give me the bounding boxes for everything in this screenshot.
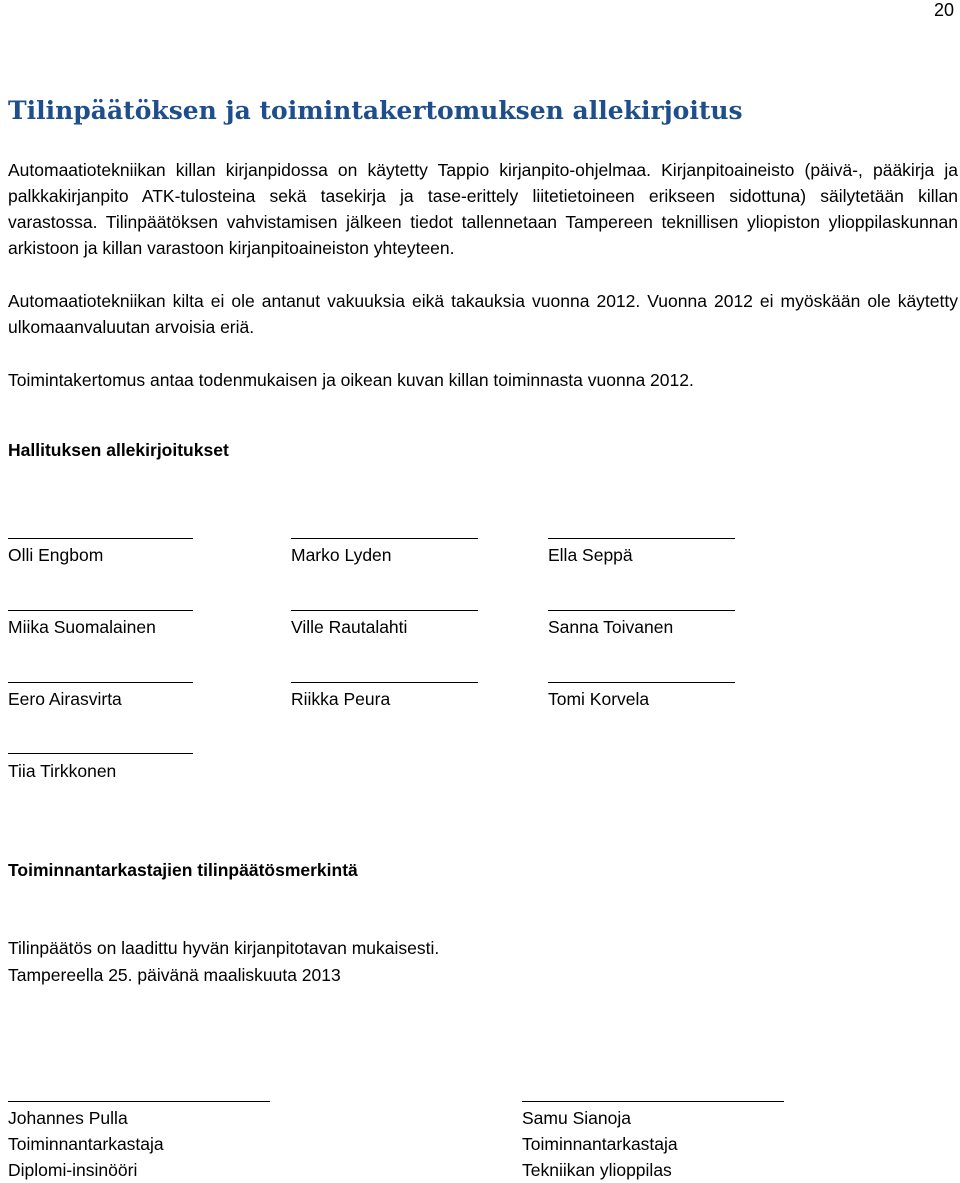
- signature-line: [548, 682, 735, 683]
- signature-line: [8, 538, 193, 539]
- signatory-name: Ville Rautalahti: [291, 617, 408, 637]
- auditor-name: Samu Sianoja: [522, 1108, 631, 1128]
- signatory-name: Tiia Tirkkonen: [8, 761, 117, 781]
- signatory-name: Olli Engbom: [8, 545, 104, 565]
- signature-line: [8, 682, 193, 683]
- place-date: Tampereella 25. päivänä maaliskuuta 2013: [8, 965, 341, 985]
- auditor-title: Tekniikan ylioppilas: [522, 1160, 672, 1180]
- auditor-title: Diplomi-insinööri: [8, 1160, 138, 1180]
- signatory-name: Eero Airasvirta: [8, 689, 122, 709]
- signature-line: [291, 682, 478, 683]
- signature-line: [548, 538, 735, 539]
- paragraph-guarantees: Automaatiotekniikan kilta ei ole antanut vakuuksia eikä takauksia vuonna 2012. Vuonna 2012 ei myöskään ole käytetty ulkomaanvaluutan arvoisia eriä.: [8, 291, 958, 337]
- auditor-role: Toiminnantarkastaja: [8, 1134, 164, 1154]
- signatory-name: Tomi Korvela: [548, 689, 650, 709]
- signature-line: [8, 753, 193, 754]
- signature-line: [522, 1101, 784, 1102]
- signature-line: [8, 610, 193, 611]
- board-signatures-heading: Hallituksen allekirjoitukset: [8, 440, 229, 460]
- auditor-heading: Toiminnantarkastajien tilinpäätösmerkintä: [8, 860, 358, 880]
- signature-line: [291, 610, 478, 611]
- signatory-name: Sanna Toivanen: [548, 617, 674, 637]
- page-title: Tilinpäätöksen ja toimintakertomuksen allekirjoitus: [8, 96, 743, 125]
- page-number: 20: [933, 0, 954, 20]
- signatory-name: Marko Lyden: [291, 545, 392, 565]
- paragraph-report-statement: Toimintakertomus antaa todenmukaisen ja oikean kuvan killan toiminnasta vuonna 2012.: [8, 370, 694, 390]
- signatory-name: Riikka Peura: [291, 689, 391, 709]
- signature-line: [548, 610, 735, 611]
- paragraph-bookkeeping: Automaatiotekniikan killan kirjanpidossa on käytetty Tappio kirjanpito-ohjelmaa. Kirjanpitoaineisto (päivä-, pääkirja ja palkkakirjanpito ATK-tulosteina sekä tasekirja ja tase-erittely liitetietoineen erikseen sidottuna) säilytetään killan varastossa. Tilinpäätöksen vahvistamisen jälkeen tiedot tallennetaan Tampereen teknillisen yliopiston ylioppilaskunnan arkistoon ja killan varastoon kirjanpitoaineiston yhteyteen.: [8, 160, 958, 258]
- auditor-statement: Tilinpäätös on laadittu hyvän kirjanpitotavan mukaisesti.: [8, 938, 440, 958]
- auditor-name: Johannes Pulla: [8, 1108, 128, 1128]
- signature-line: [8, 1101, 270, 1102]
- signatory-name: Miika Suomalainen: [8, 617, 156, 637]
- signatory-name: Ella Seppä: [548, 545, 633, 565]
- signature-line: [291, 538, 478, 539]
- auditor-role: Toiminnantarkastaja: [522, 1134, 678, 1154]
